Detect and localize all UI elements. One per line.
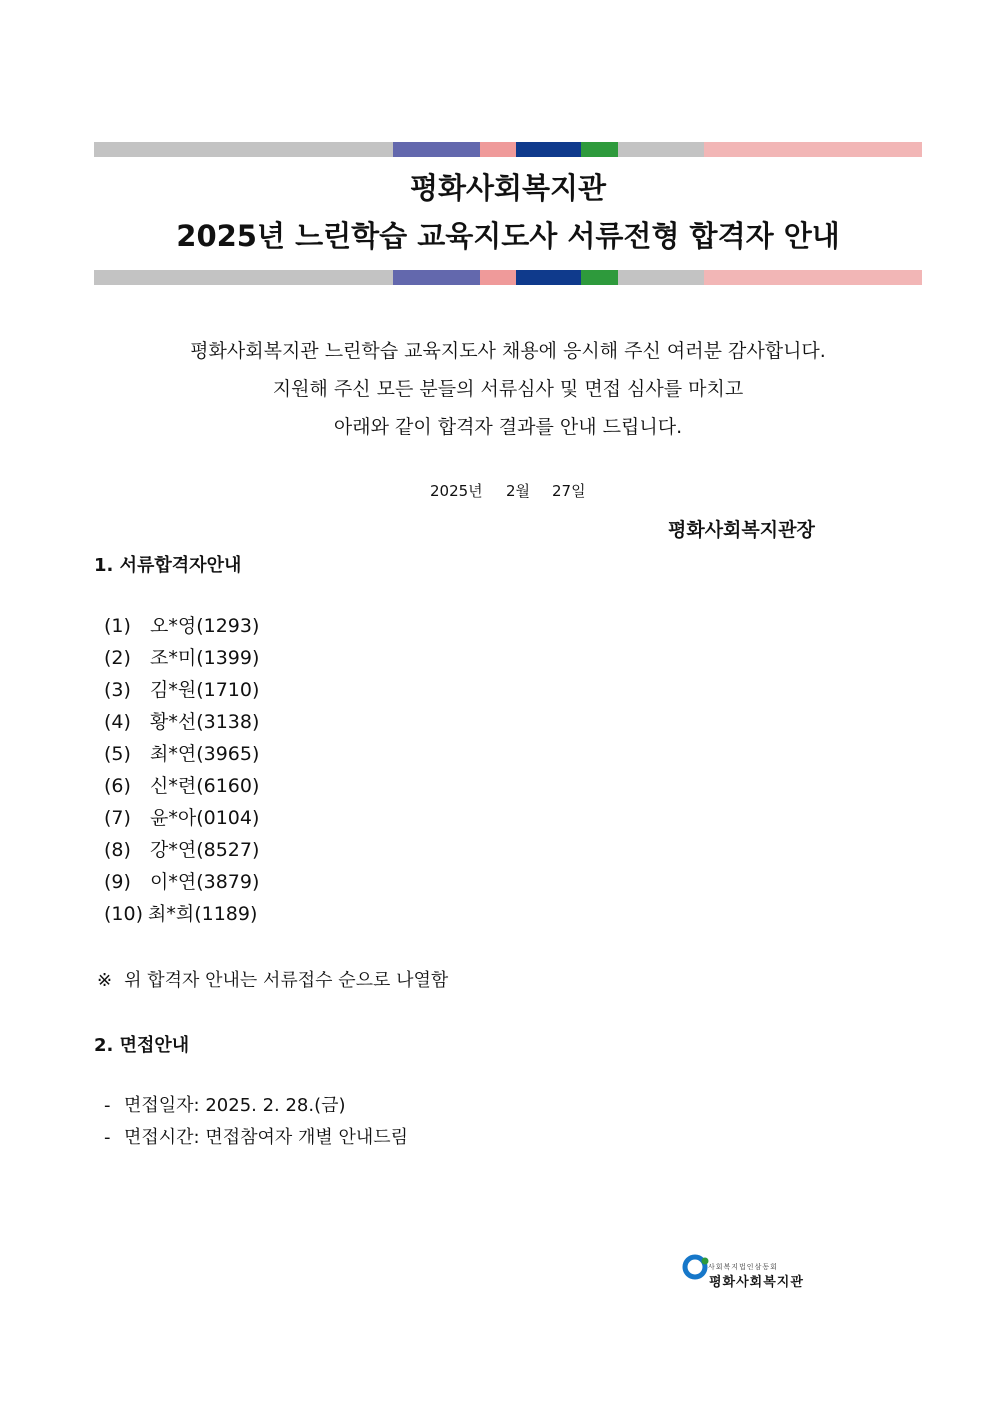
list-item (104, 678, 259, 710)
bar-segment-green (581, 270, 618, 285)
bar-segment-gray (618, 142, 704, 157)
note-text: 위 합격자 안내는 서류접수 순으로 나열함 (124, 970, 449, 991)
bar-segment-gray (94, 142, 393, 157)
list-item (104, 646, 259, 678)
organization-logo (682, 1252, 832, 1292)
bar-segment-green (581, 142, 618, 157)
dash-bullet: - (104, 1127, 111, 1148)
document-title: 2025년 느린학습 교육지도사 서류전형 합격자 안내 (176, 219, 840, 253)
list-item (104, 1126, 408, 1158)
item-number: (9) (104, 871, 131, 893)
org-title: 평화사회복지관 (409, 171, 607, 205)
bar-segment-gray (618, 270, 704, 285)
list-item (104, 710, 259, 742)
list-item (104, 774, 259, 806)
bar-segment-purple (393, 142, 480, 157)
reference-mark-icon: ※ (97, 970, 113, 991)
bar-segment-navy (516, 142, 581, 157)
intro-line-2: 지원해 주신 모든 분들의 서류심사 및 면접 심사를 마치고 (272, 378, 744, 400)
item-number: (4) (104, 711, 131, 733)
date-month: 2월 (506, 482, 531, 500)
logo-subtitle: 사회복지법인삼동회 (708, 1263, 778, 1271)
bar-segment-navy (516, 270, 581, 285)
list-item (104, 870, 259, 902)
applicant-name: 강*연(8527) (150, 839, 260, 861)
intro-line-1: 평화사회복지관 느린학습 교육지도사 채용에 응시해 주신 여러분 감사합니다. (190, 340, 826, 362)
signer: 평화사회복지관장 (668, 519, 815, 541)
section-heading-interview: 2. 면접안내 (94, 1035, 190, 1056)
applicant-name: 오*영(1293) (150, 615, 260, 637)
applicant-name: 이*연(3879) (150, 871, 260, 893)
list-item (104, 902, 259, 934)
list-item (104, 614, 259, 646)
item-number: (8) (104, 839, 131, 861)
logo-name: 평화사회복지관 (709, 1275, 804, 1290)
item-number: (7) (104, 807, 131, 829)
item-number: (3) (104, 679, 131, 701)
intro-line-3: 아래와 같이 합격자 결과를 안내 드립니다. (333, 416, 683, 438)
bar-segment-pink (480, 270, 516, 285)
list-order-note (97, 966, 448, 992)
dash-bullet: - (104, 1095, 111, 1116)
applicant-name: 최*연(3965) (150, 743, 260, 765)
header-decorative-bar-top (94, 142, 922, 157)
applicant-name: 윤*아(0104) (150, 807, 260, 829)
item-number: (5) (104, 743, 131, 765)
interview-info-list (104, 1094, 408, 1158)
header-decorative-bar-bottom (94, 270, 922, 285)
item-number: (2) (104, 647, 131, 669)
list-item (104, 806, 259, 838)
passed-applicants-list (104, 614, 259, 934)
item-number: (6) (104, 775, 131, 797)
applicant-name: 최*희(1189) (148, 903, 258, 925)
item-number: (1) (104, 615, 131, 637)
bar-segment-pink (480, 142, 516, 157)
bar-segment-light-pink (704, 142, 922, 157)
bar-segment-gray (94, 270, 393, 285)
applicant-name: 김*원(1710) (150, 679, 260, 701)
list-item (104, 1094, 408, 1126)
bar-segment-light-pink (704, 270, 922, 285)
section-heading-document-pass: 1. 서류합격자안내 (94, 555, 242, 576)
item-number: (10) (104, 903, 144, 925)
applicant-name: 황*선(3138) (150, 711, 260, 733)
interview-time: 면접시간: 면접참여자 개별 안내드림 (124, 1127, 409, 1148)
logo-ring-icon (682, 1252, 710, 1282)
list-item (104, 838, 259, 870)
applicant-name: 신*련(6160) (150, 775, 260, 797)
issue-date (430, 480, 586, 501)
date-day: 27일 (552, 482, 586, 500)
list-item (104, 742, 259, 774)
date-year: 2025년 (430, 482, 483, 500)
bar-segment-purple (393, 270, 480, 285)
applicant-name: 조*미(1399) (150, 647, 260, 669)
interview-date: 면접일자: 2025. 2. 28.(금) (124, 1095, 346, 1116)
